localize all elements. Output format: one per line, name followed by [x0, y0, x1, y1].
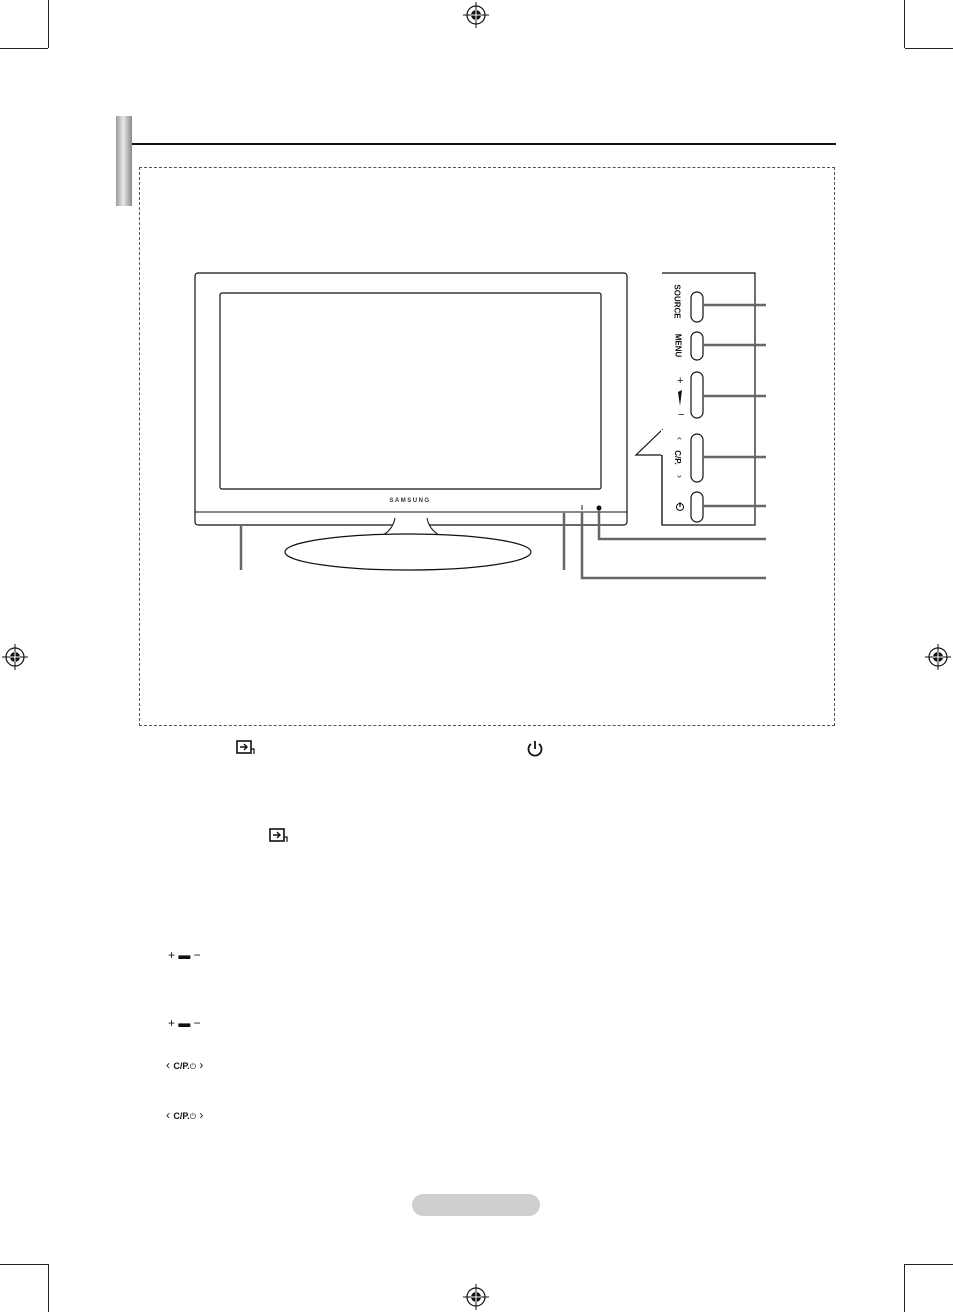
svg-text:‹: ‹	[675, 437, 685, 440]
svg-text:›: ›	[675, 475, 685, 478]
power-icon	[526, 740, 544, 758]
channel-symbol-1: ‹ C/P.⏻ ›	[166, 1058, 204, 1072]
registration-mark-bottom	[463, 1284, 489, 1310]
power-button-shape	[691, 492, 703, 522]
page-number-pill	[412, 1194, 540, 1216]
crop-mark-bottom-right-v	[904, 1264, 905, 1312]
volume-symbol-1: + ▬ −	[168, 948, 201, 962]
tv-screen	[220, 293, 601, 489]
source-button-shape	[691, 292, 703, 322]
volume-button-shape	[691, 372, 703, 418]
source-input-icon-2	[269, 828, 289, 844]
tv-brand-label: SAMSUNG	[389, 498, 431, 504]
source-button-label: SOURCE	[672, 284, 682, 319]
volume-symbol-2: + ▬ −	[168, 1016, 201, 1030]
crop-mark-bottom-left-v	[48, 1264, 49, 1312]
svg-text:+: +	[677, 375, 684, 387]
menu-button-label: MENU	[673, 333, 683, 358]
channel-symbol-2: ‹ C/P.⏻ ›	[166, 1108, 204, 1122]
channel-button-label: C/P.	[672, 450, 682, 465]
svg-text:−: −	[678, 409, 685, 421]
crop-mark-bottom-left-h	[0, 1264, 48, 1265]
power-indicator-dot	[597, 506, 602, 511]
crop-mark-bottom-right-h	[905, 1264, 953, 1265]
source-input-icon	[236, 740, 256, 756]
channel-button-shape	[691, 434, 703, 482]
menu-button-shape	[691, 332, 703, 360]
tv-stand-base	[285, 534, 531, 570]
